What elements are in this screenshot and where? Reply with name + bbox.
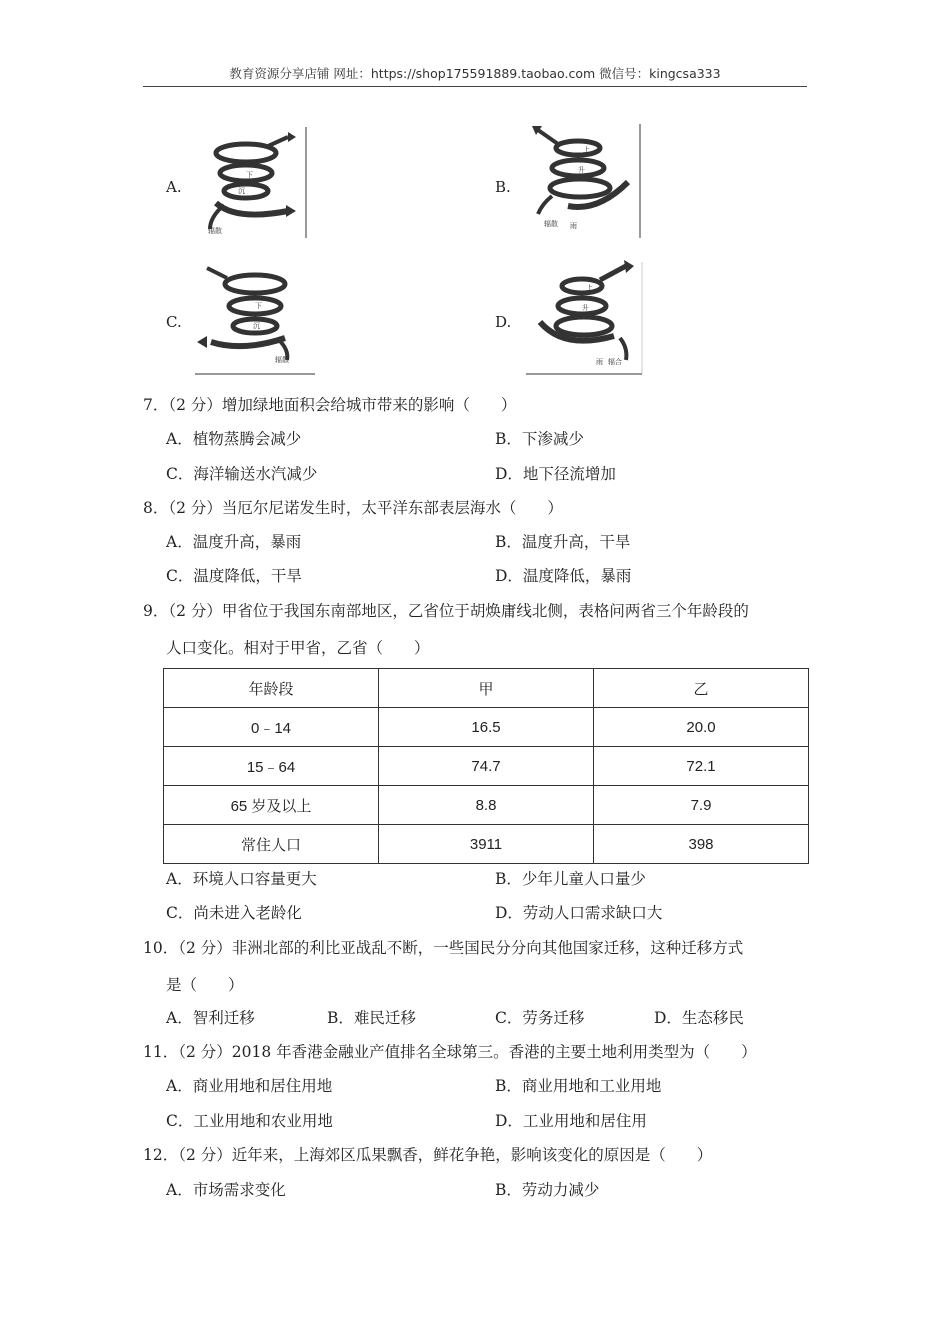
table-cell: 65 岁及以上 bbox=[164, 786, 379, 825]
q8-option-c[interactable]: C．温度降低，干旱 bbox=[166, 567, 302, 585]
q12-stem: 12．（2 分）近年来，上海郊区瓜果飘香，鲜花争艳，影响该变化的原因是（ ） bbox=[143, 1146, 713, 1164]
q6-option-b-figure[interactable] bbox=[528, 122, 643, 240]
q10-option-c[interactable]: C．劳务迁移 bbox=[495, 1009, 585, 1027]
q6c-fig-text-2: 沉 bbox=[253, 322, 260, 330]
q11-option-a[interactable]: A．商业用地和居住用地 bbox=[166, 1077, 333, 1095]
q6d-fig-text-4: 辐合 bbox=[608, 358, 622, 366]
q10-option-b[interactable]: B．难民迁移 bbox=[327, 1009, 416, 1027]
q6d-fig-text-3: 雨 bbox=[596, 358, 603, 366]
q10-stem-line1: 10．（2 分）非洲北部的利比亚战乱不断，一些国民分分向其他国家迁移，这种迁移方式 bbox=[143, 939, 744, 957]
table-cell: 3911 bbox=[379, 825, 594, 864]
page-header bbox=[143, 66, 807, 87]
table-row bbox=[164, 786, 809, 825]
q10-stem-line2: 是（ ） bbox=[166, 976, 244, 994]
q6c-fig-text-1: 下 bbox=[255, 302, 262, 310]
q6-option-c-figure[interactable] bbox=[193, 258, 318, 376]
q7-option-a[interactable]: A．植物蒸腾会减少 bbox=[166, 430, 302, 448]
table-header-cell: 甲 bbox=[379, 669, 594, 708]
q6d-fig-text-2: 升 bbox=[582, 304, 589, 312]
q6d-fig-text-1: 上 bbox=[586, 284, 593, 292]
q6-option-a-label[interactable]: A. bbox=[166, 178, 182, 196]
q9-stem-line1: 9．（2 分）甲省位于我国东南部地区，乙省位于胡焕庸线北侧，表格问两省三个年龄段的 bbox=[143, 602, 749, 620]
q6-option-b-label[interactable]: B. bbox=[495, 178, 511, 196]
table-cell: 16.5 bbox=[379, 708, 594, 747]
table-cell: 74.7 bbox=[379, 747, 594, 786]
q6c-fig-text-3: 辐散 bbox=[275, 356, 289, 364]
table-header-cell: 年龄段 bbox=[164, 669, 379, 708]
q9-population-table bbox=[163, 668, 809, 864]
q6-option-d-label[interactable]: D. bbox=[495, 313, 512, 331]
table-cell: 398 bbox=[594, 825, 809, 864]
q6-option-d-figure[interactable] bbox=[524, 258, 646, 376]
table-header-cell: 乙 bbox=[594, 669, 809, 708]
table-cell: 8.8 bbox=[379, 786, 594, 825]
q9-stem-line2: 人口变化。相对于甲省，乙省（ ） bbox=[166, 639, 430, 657]
q7-option-d[interactable]: D．地下径流增加 bbox=[495, 465, 616, 483]
q7-option-c[interactable]: C．海洋输送水汽减少 bbox=[166, 465, 318, 483]
table-row bbox=[164, 708, 809, 747]
q6b-fig-text-4: 雨 bbox=[570, 222, 577, 230]
header-text: 教育资源分享店铺 网址：https://shop175591889.taobao.com 微信号：kingcsa333 bbox=[229, 66, 721, 81]
table-cell: 72.1 bbox=[594, 747, 809, 786]
q10-option-d[interactable]: D．生态移民 bbox=[654, 1009, 744, 1027]
q7-stem: 7．（2 分）增加绿地面积会给城市带来的影响（ ） bbox=[143, 396, 517, 414]
table-cell: 常住人口 bbox=[164, 825, 379, 864]
q9-option-a[interactable]: A．环境人口容量更大 bbox=[166, 870, 317, 888]
q9-option-d[interactable]: D．劳动人口需求缺口大 bbox=[495, 904, 663, 922]
table-cell: 7.9 bbox=[594, 786, 809, 825]
q6b-fig-text-2: 升 bbox=[578, 166, 585, 174]
q11-stem: 11．（2 分）2018 年香港金融业产值排名全球第三。香港的主要土地利用类型为（ ） bbox=[143, 1043, 757, 1061]
q11-option-b[interactable]: B．商业用地和工业用地 bbox=[495, 1077, 662, 1095]
q7-option-b[interactable]: B．下渗减少 bbox=[495, 430, 584, 448]
q8-stem: 8．（2 分）当厄尔尼诺发生时，太平洋东部表层海水（ ） bbox=[143, 499, 563, 517]
table-cell: 0﹣14 bbox=[164, 708, 379, 747]
q6a-fig-text-2: 沉 bbox=[238, 187, 245, 195]
q9-option-c[interactable]: C．尚未进入老龄化 bbox=[166, 904, 302, 922]
q6a-fig-text-1: 下 bbox=[246, 171, 253, 179]
q8-option-b[interactable]: B．温度升高，干旱 bbox=[495, 533, 631, 551]
q6-option-c-label[interactable]: C. bbox=[166, 313, 182, 331]
q6b-fig-text-3: 辐散 bbox=[544, 220, 558, 228]
q8-option-d[interactable]: D．温度降低，暴雨 bbox=[495, 567, 632, 585]
table-cell: 20.0 bbox=[594, 708, 809, 747]
q6a-fig-text-3: 辐散 bbox=[208, 227, 222, 235]
table-row bbox=[164, 825, 809, 864]
q12-option-a[interactable]: A．市场需求变化 bbox=[166, 1181, 286, 1199]
q11-option-c[interactable]: C．工业用地和农业用地 bbox=[166, 1112, 333, 1130]
q11-option-d[interactable]: D．工业用地和居住用 bbox=[495, 1112, 647, 1130]
table-row bbox=[164, 747, 809, 786]
q6-option-a-figure[interactable] bbox=[196, 125, 311, 240]
q10-option-a[interactable]: A．智利迁移 bbox=[166, 1009, 255, 1027]
q9-option-b[interactable]: B．少年儿童人口量少 bbox=[495, 870, 646, 888]
q6b-fig-text-1: 上 bbox=[583, 146, 590, 154]
q8-option-a[interactable]: A．温度升高，暴雨 bbox=[166, 533, 302, 551]
table-cell: 15﹣64 bbox=[164, 747, 379, 786]
q12-option-b[interactable]: B．劳动力减少 bbox=[495, 1181, 600, 1199]
table-header-row bbox=[164, 669, 809, 708]
